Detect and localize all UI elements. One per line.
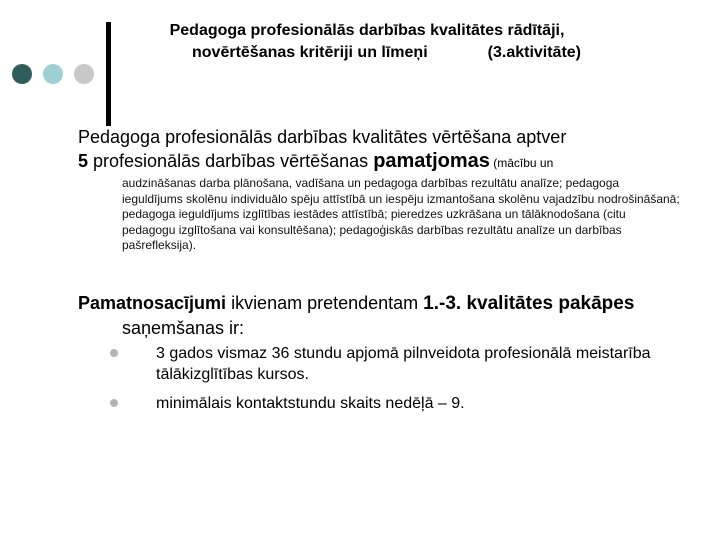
title-line-1: Pedagoga profesionālās darbības kvalitātes rādītāji, (169, 22, 565, 39)
conditions-middle: ikvienam pretendentam (226, 293, 424, 313)
bullet-dot (110, 399, 118, 407)
scope-key-term: pamatjomas (373, 150, 490, 172)
list-item (110, 343, 670, 385)
scope-details: audzināšanas darba plānošana, vadīšana un pedagoga darbības rezultātu analīze; pedagoga ieguldījums skolēnu individuālo spēju attīstībā un iespēju izmantošana skolēnu vajadzību nodrošināšanā; pedagoga ieguldījums izglītības iestādes attīstībā; pieredzes uzkrāšana un tālāknodošana (citu pedagogu izglītošana vai konsultēšana); pedagoģiskās darbības rezultātu analīze un darbības pašrefleksija). (122, 176, 680, 253)
activity-label: (3.aktivitāte) (487, 44, 582, 61)
decor-dot-grey (74, 64, 94, 84)
list-item-text: 3 gados vismaz 36 stundu apjomā pilnveidota profesionālā meistarība tālākizglītības kursos. (156, 345, 651, 383)
slide-title (112, 20, 652, 64)
scope-intro: Pedagoga profesionālās darbības kvalitātes vērtēšana aptver (78, 127, 567, 147)
bullet-dot (110, 349, 118, 357)
title-accent-bar (106, 22, 111, 126)
title-line-2 (112, 42, 652, 64)
scope-middle: profesionālās darbības vērtēšanas (88, 151, 374, 171)
decor-dot-dark (12, 64, 32, 84)
conditions-bold-start: Pamatnosacījumi (78, 293, 227, 313)
scope-count: 5 (78, 151, 89, 171)
title-line-2-text: novērtēšanas kritēriji un līmeņi (192, 44, 428, 61)
decor-dot-teal (43, 64, 63, 84)
conditions-bold-end: 1.-3. kvalitātes pakāpes (423, 293, 635, 314)
scope-open: (mācību un (489, 156, 554, 170)
conditions-paragraph (78, 291, 688, 340)
scope-paragraph (78, 125, 698, 175)
conditions-line-2: saņemšanas ir: (122, 318, 245, 338)
list-item (110, 393, 670, 414)
list-item-text: minimālais kontaktstundu skaits nedēļā – 9. (156, 395, 465, 412)
conditions-list (110, 343, 670, 422)
